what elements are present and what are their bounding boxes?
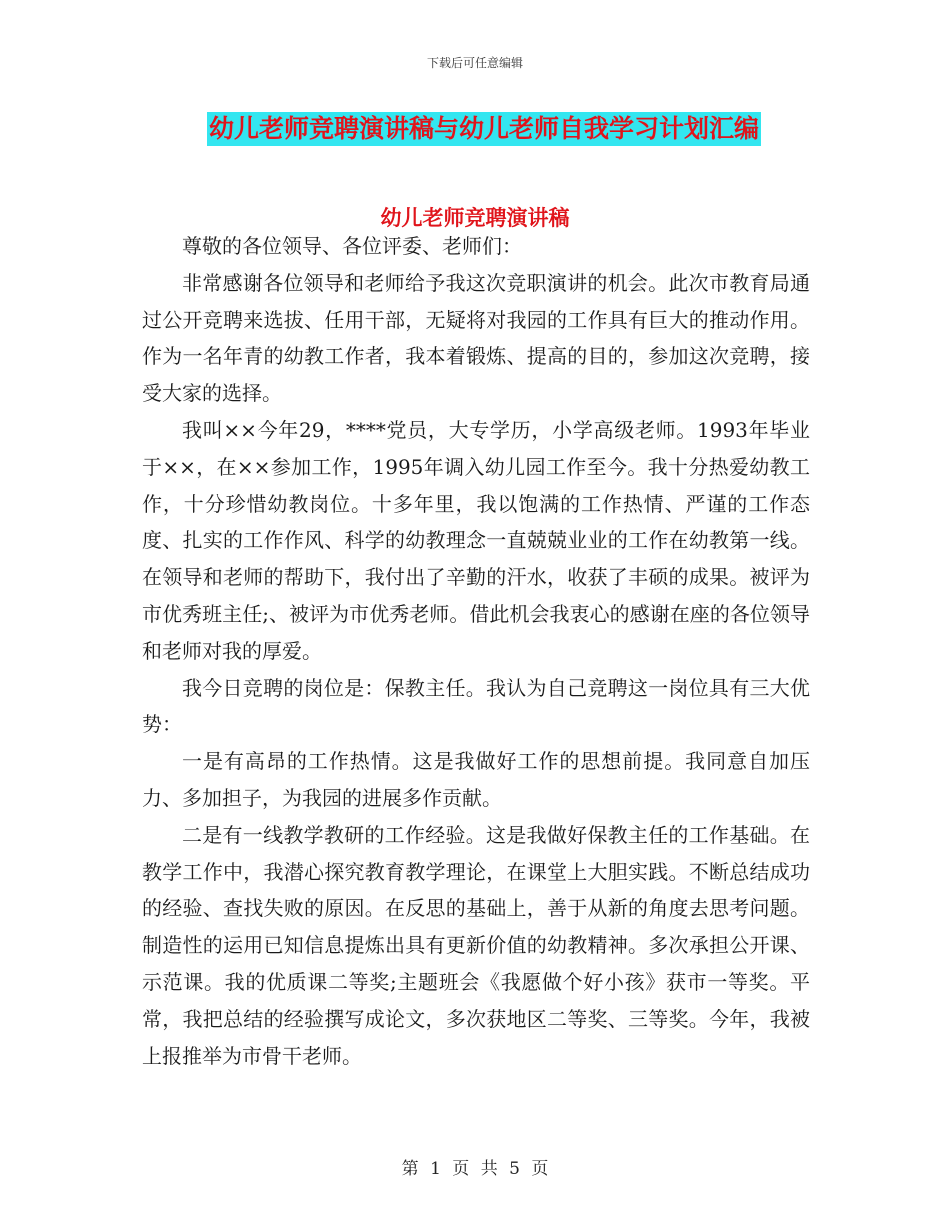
paragraph: 一是有高昂的工作热情。这是我做好工作的思想前提。我同意自加压力、多加担子，为我园的进展多作贡献。 — [142, 749, 810, 810]
document-body — [142, 228, 810, 1074]
page-number-footer: 第 1 页 共 5 页 — [401, 1159, 549, 1179]
paragraph: 二是有一线教学教研的工作经验。这是我做好保教主任的工作基础。在教学工作中，我潜心探究教育教学理论，在课堂上大胆实践。不断总结成功的经验、查找失败的原因。在反思的基础上，善于从新的角度去思考问题。制造性的运用已知信息提炼出具有更新价值的幼教精神。多次承担公开课、示范课。我的优质课二等奖;主题班会《我愿做个好小孩》获市一等奖。平常，我把总结的经验撰写成论文，多次获地区二等奖、三等奖。今年，我被上报推举为市骨干老师。 — [142, 822, 810, 1068]
document-title: 幼儿老师竞聘演讲稿与幼儿老师自我学习计划汇编 — [207, 112, 761, 146]
paragraph: 非常感谢各位领导和老师给予我这次竞职演讲的机会。此次市教育局通过公开竞聘来选拔、任用干部，无疑将对我园的工作具有巨大的推动作用。作为一名年青的幼教工作者，我本着锻炼、提高的目的，参加这次竞聘，接受大家的选择。 — [142, 270, 810, 406]
paragraph: 我今日竞聘的岗位是：保教主任。我认为自己竞聘这一岗位具有三大优势： — [142, 675, 810, 737]
page-header-note: 下载后可任意编辑 — [426, 56, 523, 70]
paragraph-salutation: 尊敬的各位领导、各位评委、老师们： — [182, 234, 522, 258]
section-title: 幼儿老师竞聘演讲稿 — [380, 205, 570, 230]
paragraph: 我叫××今年29，****党员，大专学历，小学高级老师。1993年毕业于××，在××参加工作，1995年调入幼儿园工作至今。我十分热爱幼教工作，十分珍惜幼教岗位。十多年里，我以饱满的工作热情、严谨的工作态度、扎实的工作作风、科学的幼教理念一直兢兢业业的工作在幼教第一线。在领导和老师的帮助下，我付出了辛勤的汗水，收获了丰硕的成果。被评为市优秀班主任;、被评为市优秀老师。借此机会我衷心的感谢在座的各位领导和老师对我的厚爱。 — [142, 417, 810, 663]
